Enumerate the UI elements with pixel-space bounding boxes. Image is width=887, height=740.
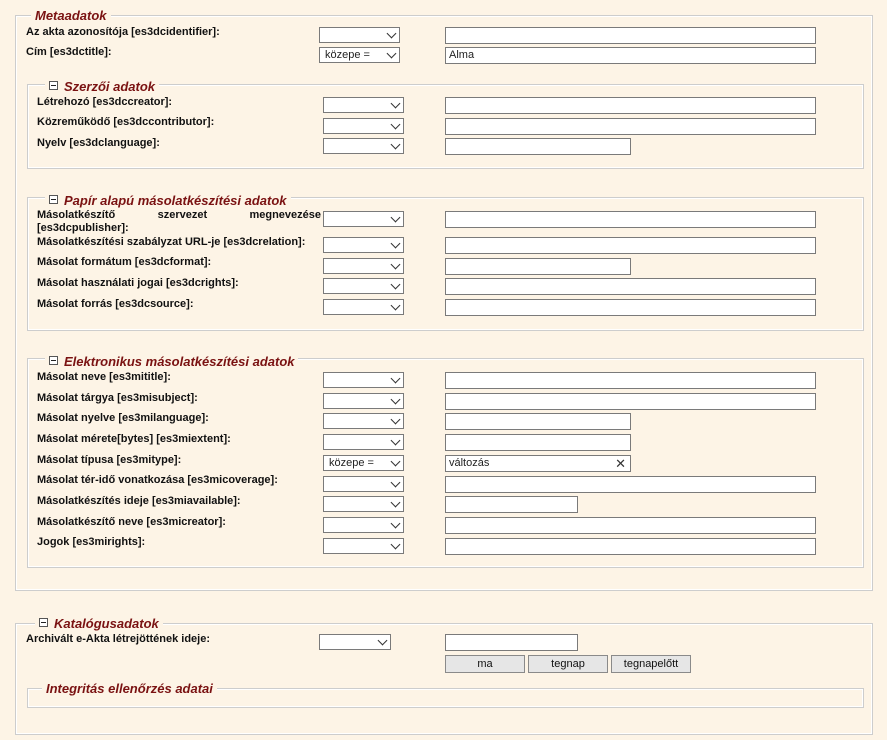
chevron-down-icon (391, 280, 401, 290)
input-cim[interactable]: Alma (445, 47, 816, 64)
collapse-icon[interactable] (49, 81, 58, 90)
clear-icon[interactable]: ✕ (615, 456, 626, 471)
label-archivalt-ideje: Archivált e-Akta létrejöttének ideje: (26, 633, 211, 645)
operator-select-jogok[interactable] (323, 538, 404, 554)
label-masolat-targya: Másolat tárgya [es3misubject]: (37, 392, 198, 404)
chevron-down-icon (391, 99, 401, 109)
chevron-down-icon (378, 636, 388, 646)
label-jogok: Jogok [es3mirights]: (37, 536, 146, 548)
operator-select-letrehozo[interactable] (323, 97, 404, 113)
input-masolat-targya[interactable] (445, 393, 816, 410)
operator-select-hasznalati-jogai[interactable] (323, 278, 404, 294)
label-masolatkeszito-szervezet: Másolatkészítő szervezet megnevezése [es3dcpublisher]: (37, 209, 321, 234)
label-masolat-nyelve: Másolat nyelve [es3milanguage]: (37, 412, 209, 424)
chevron-down-icon (391, 415, 401, 425)
chevron-down-icon (391, 540, 401, 550)
input-ter-ido[interactable] (445, 476, 816, 493)
collapse-icon[interactable] (49, 356, 58, 365)
chevron-down-icon (391, 140, 401, 150)
operator-select-cim[interactable]: közepe = (319, 47, 400, 63)
legend-integritas: Integritás ellenőrzés adatai (42, 682, 217, 696)
chevron-down-icon (391, 301, 401, 311)
legend-katalogusadatok[interactable]: Katalógusadatok (35, 617, 163, 631)
today-button[interactable]: ma (445, 655, 525, 673)
operator-select-kozremukodo[interactable] (323, 118, 404, 134)
label-hasznalati-jogai: Másolat használati jogai [es3dcrights]: (37, 277, 239, 289)
operator-select-masolat-targya[interactable] (323, 393, 404, 409)
input-masolat-nyelve[interactable] (445, 413, 631, 430)
label-letrehozo: Létrehozó [es3dccreator]: (37, 96, 173, 108)
legend-szerzoi-adatok[interactable]: Szerzői adatok (45, 80, 159, 94)
label-masolat-forras: Másolat forrás [es3dcsource]: (37, 298, 194, 310)
chevron-down-icon (391, 395, 401, 405)
input-letrehozo[interactable] (445, 97, 816, 114)
chevron-down-icon (391, 519, 401, 529)
yesterday-button[interactable]: tegnap (528, 655, 608, 673)
operator-select-masolat-forras[interactable] (323, 299, 404, 315)
input-masolatkeszito-neve[interactable] (445, 517, 816, 534)
label-akta-azonosito: Az akta azonosítója [es3dcidentifier]: (26, 26, 220, 38)
chevron-down-icon (387, 29, 397, 39)
input-kozremukodo[interactable] (445, 118, 816, 135)
input-masolatkeszito-szervezet[interactable] (445, 211, 816, 228)
input-jogok[interactable] (445, 538, 816, 555)
input-nyelv[interactable] (445, 138, 631, 155)
legend-metaadatok: Metaadatok (31, 9, 111, 23)
chevron-down-icon (391, 213, 401, 223)
operator-select-masolatkeszito-szervezet[interactable] (323, 211, 404, 227)
label-masolat-tipusa: Másolat típusa [es3mitype]: (37, 454, 182, 466)
operator-select-masolat-nyelve[interactable] (323, 413, 404, 429)
chevron-down-icon (391, 374, 401, 384)
label-masolatkeszito-neve: Másolatkészítő neve [es3micreator]: (37, 516, 226, 528)
input-masolat-neve[interactable] (445, 372, 816, 389)
operator-select-masolat-merete[interactable] (323, 434, 404, 450)
operator-select-akta-azonosito[interactable] (319, 27, 400, 43)
operator-select-nyelv[interactable] (323, 138, 404, 154)
operator-select-masolat-neve[interactable] (323, 372, 404, 388)
chevron-down-icon (391, 457, 401, 467)
input-hasznalati-jogai[interactable] (445, 278, 816, 295)
label-masolat-neve: Másolat neve [es3mititle]: (37, 371, 171, 383)
operator-select-masolatkeszito-neve[interactable] (323, 517, 404, 533)
label-ter-ido: Másolat tér-idő vonatkozása [es3micoverage]: (37, 474, 278, 486)
input-masolat-forras[interactable] (445, 299, 816, 316)
operator-select-szabalyzat-url[interactable] (323, 237, 404, 253)
legend-elektronikus[interactable]: Elektronikus másolatkészítési adatok (45, 355, 298, 369)
chevron-down-icon (387, 49, 397, 59)
input-archivalt-ideje[interactable] (445, 634, 578, 651)
input-akta-azonosito[interactable] (445, 27, 816, 44)
input-szabalyzat-url[interactable] (445, 237, 816, 254)
input-masolat-merete[interactable] (445, 434, 631, 451)
operator-select-masolat-formatum[interactable] (323, 258, 404, 274)
day-before-yesterday-button[interactable]: tegnapelőtt (611, 655, 691, 673)
label-szabalyzat-url: Másolatkészítési szabályzat URL-je [es3dcrelation]: (37, 236, 306, 248)
operator-select-masolat-tipusa[interactable]: közepe = (323, 455, 404, 471)
label-nyelv: Nyelv [es3dclanguage]: (37, 137, 160, 149)
label-masolat-merete: Másolat mérete[bytes] [es3miextent]: (37, 433, 231, 445)
operator-select-archivalt-ideje[interactable] (319, 634, 391, 650)
label-kozremukodo: Közreműködő [es3dccontributor]: (37, 116, 215, 128)
chevron-down-icon (391, 260, 401, 270)
chevron-down-icon (391, 478, 401, 488)
operator-select-ter-ido[interactable] (323, 476, 404, 492)
chevron-down-icon (391, 239, 401, 249)
input-masolatkeszites-ideje[interactable] (445, 496, 578, 513)
chevron-down-icon (391, 498, 401, 508)
input-masolat-tipusa[interactable]: változás ✕ (445, 455, 631, 472)
label-cim: Cím [es3dctitle]: (26, 46, 112, 58)
input-masolat-formatum[interactable] (445, 258, 631, 275)
chevron-down-icon (391, 120, 401, 130)
collapse-icon[interactable] (39, 618, 48, 627)
legend-papir-alapu[interactable]: Papír alapú másolatkészítési adatok (45, 194, 291, 208)
chevron-down-icon (391, 436, 401, 446)
operator-select-masolatkeszites-ideje[interactable] (323, 496, 404, 512)
collapse-icon[interactable] (49, 195, 58, 204)
label-masolatkeszites-ideje: Másolatkészítés ideje [es3miavailable]: (37, 495, 241, 507)
label-masolat-formatum: Másolat formátum [es3dcformat]: (37, 256, 212, 268)
